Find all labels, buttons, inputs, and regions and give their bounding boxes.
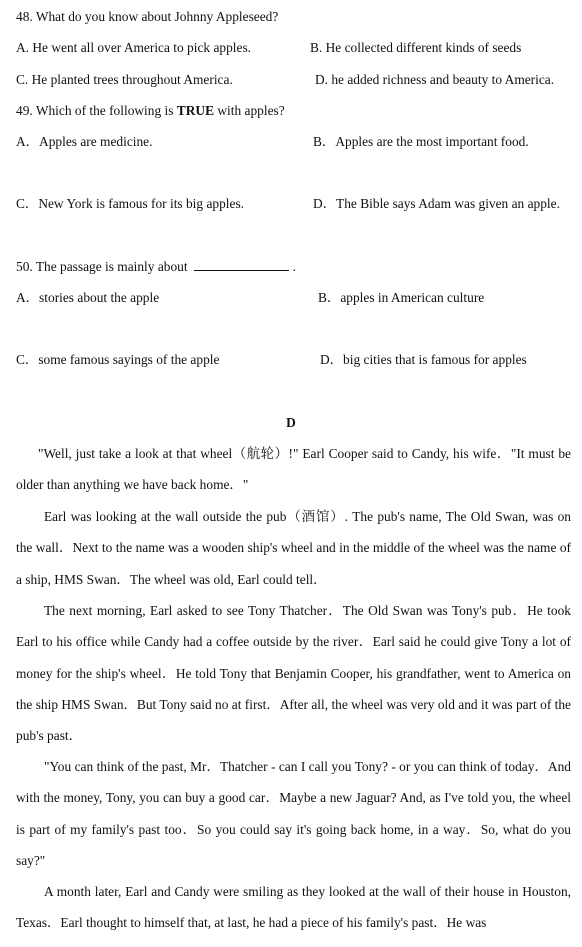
q50-stem-text: 50. The passage is mainly about xyxy=(16,259,188,274)
q50-stem-end: . xyxy=(292,259,296,274)
q49-stem xyxy=(16,103,285,119)
passage-paragraph-3: The next morning, Earl asked to see Tony Thatcher．The Old Swan was Tony's pub．He took Earl to his office while Candy had a coffee outside by the river．Earl said he could give Tony a lot of money for the ship's wheel．He told Tony that Benjamin Cooper, his grandfather, went to America on the ship HMS Swan．But Tony said no at first．After all, the wheel was very old and it was part of the pub's past． xyxy=(16,603,571,744)
q49-option-d: D．The Bible says Adam was given an apple. xyxy=(313,196,560,211)
q49-stem-pre: 49. Which of the following is xyxy=(16,103,177,118)
q50-option-d: D．big cities that is famous for apples xyxy=(320,352,527,367)
passage-paragraph-2: Earl was looking at the wall outside the pub（酒馆）. The pub's name, The Old Swan, was on the wall．Next to the name was a wooden ship's wheel and in the middle of the wheel was the name of a ship, HMS Swan．The wheel was old, Earl could tell． xyxy=(16,509,571,587)
q48-option-a: A. He went all over America to pick apples. xyxy=(16,40,252,55)
q50-option-c: C．some famous sayings of the apple xyxy=(16,352,220,367)
q50-option-b: B．apples in American culture xyxy=(318,290,485,305)
passage-paragraph-4: "You can think of the past, Mr．Thatcher - can I call you Tony? - or you can think of today．And with the money, Tony, you can buy a good car．Maybe a new Jaguar? And, as I've told you, the wheel is part of my family's past too．So you could say it's going back home, in a way．So, what do you say?" xyxy=(16,759,571,868)
answer-blank xyxy=(194,259,289,271)
q49-stem-bold: TRUE xyxy=(176,103,215,118)
q48-stem: 48. What do you know about Johnny Appleseed? xyxy=(16,9,279,24)
q49-option-a: A．Apples are medicine. xyxy=(16,134,153,149)
passage-paragraph-1: "Well, just take a look at that wheel（航轮）!" Earl Cooper said to Candy, his wife．"It must be older than anything we have back home．" xyxy=(16,446,571,493)
q50-option-a: A．stories about the apple xyxy=(16,290,160,305)
passage-paragraph-5: A month later, Earl and Candy were smiling as they looked at the wall of their house in Houston, Texas．Earl thought to himself that, at last, he had a piece of his family's past．He was xyxy=(16,884,571,931)
q50-stem xyxy=(16,259,296,275)
q48-option-c: C. He planted trees throughout America. xyxy=(16,72,233,87)
q49-stem-post: with apples? xyxy=(214,103,285,118)
q49-option-c: C．New York is famous for its big apples. xyxy=(16,196,245,211)
section-heading: D xyxy=(286,415,296,430)
q48-option-d: D. he added richness and beauty to America. xyxy=(315,72,555,87)
q49-option-b: B．Apples are the most important food. xyxy=(313,134,529,149)
q48-option-b: B. He collected different kinds of seeds xyxy=(310,40,522,55)
